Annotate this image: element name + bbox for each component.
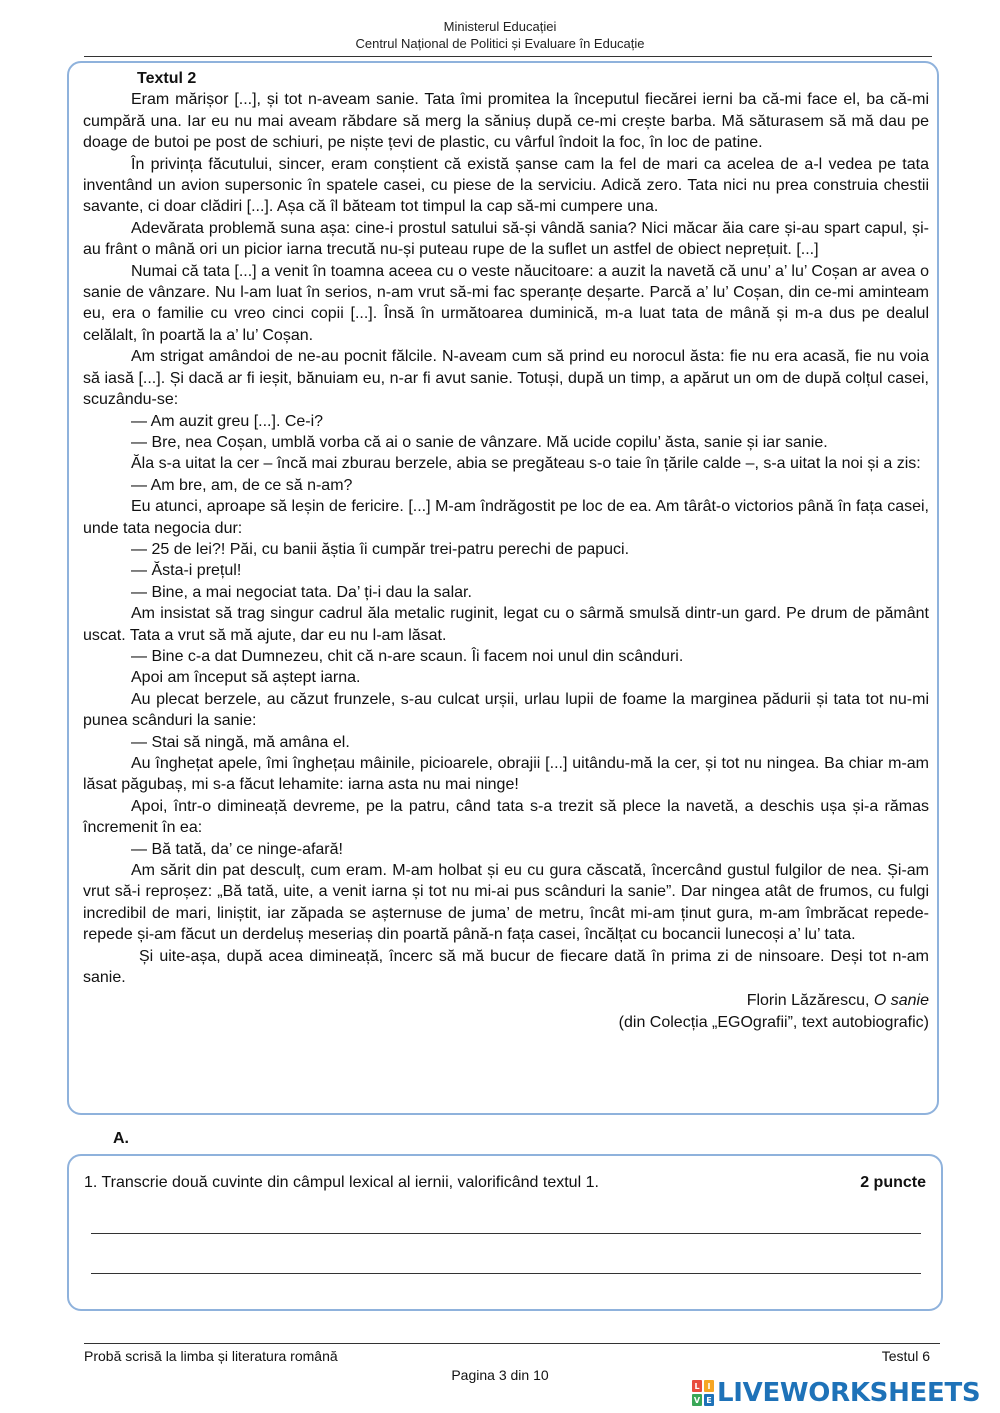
- text-paragraph: Apoi am început să aștept iarna.: [131, 669, 361, 687]
- text-paragraph: Apoi, într-o dimineață devreme, pe la patru, când tata s-a trezit să plece la navetă, a deschis ușa și-a rămas încremenit în ea:: [83, 797, 929, 837]
- logo-text: LIVEWORKSHEETS: [717, 1378, 981, 1408]
- page-header: [0, 18, 1000, 52]
- answer-line-2[interactable]: [91, 1273, 921, 1274]
- text2-box: [67, 61, 939, 1115]
- text2-content: [83, 68, 929, 1033]
- answer-line-1[interactable]: [91, 1233, 921, 1234]
- logo-mark-tile: I: [704, 1380, 714, 1392]
- dialogue-line: — Am bre, am, de ce să n-am?: [131, 476, 353, 494]
- text-paragraph: Numai că tata [...] a venit în toamna aceea cu o veste năucitoare: a auzit la navetă că unu’ a’ lu’ Coșan ar avea o sanie de vânzare. Nu l-am luat în serios, n-am vrut să-mi fac speranțe deșarte. Parcă a’ lu’ Coșan, din ce-mi aminteam eu, era o familie cu vreo cinci copii [...]. Însă în următoarea duminică, m-a luat tata de mână și m-a dus pe dealul celălalt, în poartă la a’ lu’ Coșan.: [83, 262, 929, 344]
- question-points: 2 puncte: [860, 1174, 926, 1191]
- text-paragraph: Am insistat să trag singur cadrul ăla metalic ruginit, legat cu o sârmă smulsă dintr-un gard. Pe drum de pământ uscat. Tata a vrut să mă ajute, dar eu nu l-am lăsat.: [83, 605, 929, 644]
- logo-mark-tile: V: [693, 1395, 701, 1405]
- question-text: Transcrie două cuvinte din câmpul lexical al iernii, valorificând textul 1.: [101, 1174, 599, 1191]
- footer-divider: [84, 1343, 940, 1344]
- work-title: O sanie: [873, 992, 929, 1010]
- footer-test-number: Testul 6: [881, 1348, 930, 1364]
- text-paragraph: Am sărit din pat desculț, cum eram. M-am holbat și eu cu gura căscată, încercând gustul fulgilor de nea. Și-am vrut să-i reproșez: „Bă tată, uite, a venit iarna și tot nu mi-ai pus scânduri la sanie”. Dar ningea atât de frumos, cu fulgi incredibil de mari, liniștit, iar zăpada se așternuse de juma’ de metru, încât mi-am ținut gura, m-am îmbrăcat repede-repede și-am făcut un derdeluș meseriaș din poartă până-n fața casei, încălțat cu bocancii lunecoși a’ lu’ tata.: [83, 862, 929, 944]
- logo-mark-tile: L: [692, 1380, 702, 1392]
- source-citation: [83, 990, 929, 1033]
- question-box: [67, 1154, 943, 1311]
- logo-mark-icon: [692, 1380, 714, 1406]
- text-paragraph: În privința făcutului, sincer, eram conștient că există șanse cam la fel de mari ca acelea de a-l vedea pe tata inventând un avion supersonic în spatele casei, cu piese de la serviciu. Adică zero. Tata nici nu prea construia chestii savante, ci doar clădiri [...]. Așa că îl băteam tot timpul la cap să-mi cumpere una.: [83, 155, 929, 216]
- footer-page-number: Pagina 3 din 10: [451, 1367, 549, 1383]
- liveworksheets-logo[interactable]: [692, 1378, 980, 1408]
- dialogue-line: — Bine, a mai negociat tata. Da’ ți-i dau la salar.: [131, 583, 472, 601]
- text-paragraph: Eu atunci, aproape să leșin de fericire. [...] M-am îndrăgostit pe loc de ea. Am târât-o victorios până în fața casei, unde tata negocia dur:: [83, 498, 929, 537]
- collection-note: (din Colecția „EGOgrafii”, text autobiografic): [618, 1013, 929, 1031]
- dialogue-line: — Ăsta-i prețul!: [131, 562, 242, 580]
- question-1: [84, 1174, 926, 1192]
- dialogue-line: — Stai să ningă, mă amâna el.: [131, 733, 350, 751]
- header-divider: [84, 56, 932, 57]
- text-paragraph: Adevărata problemă suna așa: cine-i prostul satului să-și vândă sania? Nici măcar ăia care și-au spart capul, și-au frânt o mână ori un picior iarna trecută nu-și puteau rupe de la suflet un astfel de obiect neprețuit. [...]: [83, 219, 929, 259]
- question-number: 1.: [84, 1174, 98, 1191]
- dialogue-line: — Bre, nea Coșan, umblă vorba că ai o sanie de vânzare. Mă ucide copilu’ ăsta, sanie și iar sanie.: [131, 433, 828, 451]
- dialogue-line: — Bine c-a dat Dumnezeu, chit că n-are scaun. Îi facem noi unul din scânduri.: [131, 647, 684, 665]
- footer-subject: Probă scrisă la limba și literatura română: [84, 1348, 338, 1364]
- text2-title: Textul 2: [137, 70, 197, 87]
- ministry-name: Ministerul Educației: [443, 19, 557, 34]
- section-a-label: A.: [113, 1130, 129, 1147]
- logo-mark-tile: E: [704, 1394, 714, 1406]
- text-paragraph: Și uite-așa, după acea dimineață, încerc să mă bucur de fiecare dată în prima zi de ninsoare. Deși tot n-am sanie.: [83, 947, 929, 987]
- text-paragraph: Au plecat berzele, au căzut frunzele, s-au culcat urșii, urlau lupii de foame la marginea pădurii și tata tot nu-mi punea scânduri la sanie:: [83, 690, 929, 730]
- author-name: Florin Lăzărescu,: [746, 992, 870, 1010]
- center-name: Centrul Național de Politici și Evaluare în Educație: [355, 36, 645, 51]
- text-paragraph: Au înghețat apele, îmi înghețau mâinile, picioarele, obrajii [...] uitându-mă la cer, și tot nu ningea. Ba chiar m-am lăsat păgubaș, mi s-a făcut lehamite: iarna asta nu mai ninge!: [83, 755, 929, 794]
- dialogue-line: — Bă tată, da’ ce ninge-afară!: [131, 840, 343, 858]
- text-paragraph: Am strigat amândoi de ne-au pocnit fălcile. N-aveam cum să prind eu norocul ăsta: fie nu era acasă, fie nu voia să iasă [...]. Și dacă ar fi ieșit, bănuiam eu, n-ar fi avut sanie. Totuși, după un timp, a apărut un om de după colțul casei, scuzându-se:: [83, 348, 929, 409]
- dialogue-line: — Am auzit greu [...]. Ce-i?: [131, 412, 324, 430]
- text-paragraph: Eram mărișor [...], și tot n-aveam sanie. Tata îmi promitea la începutul fiecărei ierni ba că-mi face el, ba că-mi cumpără una. Iar eu nu mai aveam răbdare să merg la săniuș după ce-mi crește barba. Mă săturasem să mă dau pe doage de butoi pe post de schiuri, pe niște țevi de plastic, cu vârful îndoit la foc, în loc de patine.: [83, 91, 929, 152]
- text-paragraph: Ăla s-a uitat la cer – încă mai zburau berzele, abia se pregăteau s-o taie în țările calde –, s-a uitat la noi și a zis:: [131, 455, 921, 473]
- dialogue-line: — 25 de lei?! Păi, cu banii ăștia îi cumpăr trei-patru perechi de papuci.: [131, 540, 630, 558]
